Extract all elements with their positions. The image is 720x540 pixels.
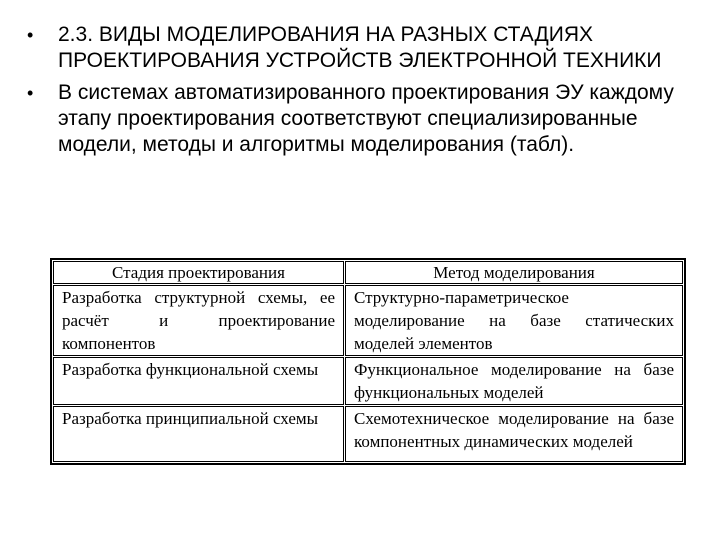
table-header-row (53, 261, 683, 284)
table-row (53, 406, 683, 462)
bullet-marker: • (27, 83, 34, 103)
table-row (53, 285, 683, 356)
header-design-stage: Стадия проектирования (53, 261, 344, 284)
method-cell: Схемотехническое моделирование на базе компонентных динамических моделей (345, 406, 683, 462)
bullet-paragraph (24, 80, 684, 158)
intro-paragraph: В системах автоматизированного проектирования ЭУ каждому этапу проектирования соответствуют специализированные модели, методы и алгоритмы моделирования (табл). (58, 81, 674, 156)
header-modeling-method: Метод моделирования (345, 261, 683, 284)
bullet-marker: • (27, 25, 34, 45)
stage-cell: Разработка функциональной схемы (53, 357, 344, 405)
bullet-list (24, 22, 684, 164)
stage-cell: Разработка принципиальной схемы (53, 406, 344, 462)
method-cell: Структурно-параметрическое моделирование на базе статических моделей элементов (345, 285, 683, 356)
bullet-heading (24, 22, 684, 74)
modeling-methods-table (50, 258, 686, 465)
stage-cell: Разработка структурной схемы, ее расчёт и проектирование компонентов (53, 285, 344, 356)
method-cell: Функциональное моделирование на базе функциональных моделей (345, 357, 683, 405)
section-heading: 2.3. ВИДЫ МОДЕЛИРОВАНИЯ НА РАЗНЫХ СТАДИЯХ ПРОЕКТИРОВАНИЯ УСТРОЙСТВ ЭЛЕКТРОННОЙ ТЕХНИКИ (58, 23, 662, 72)
table-row (53, 357, 683, 405)
